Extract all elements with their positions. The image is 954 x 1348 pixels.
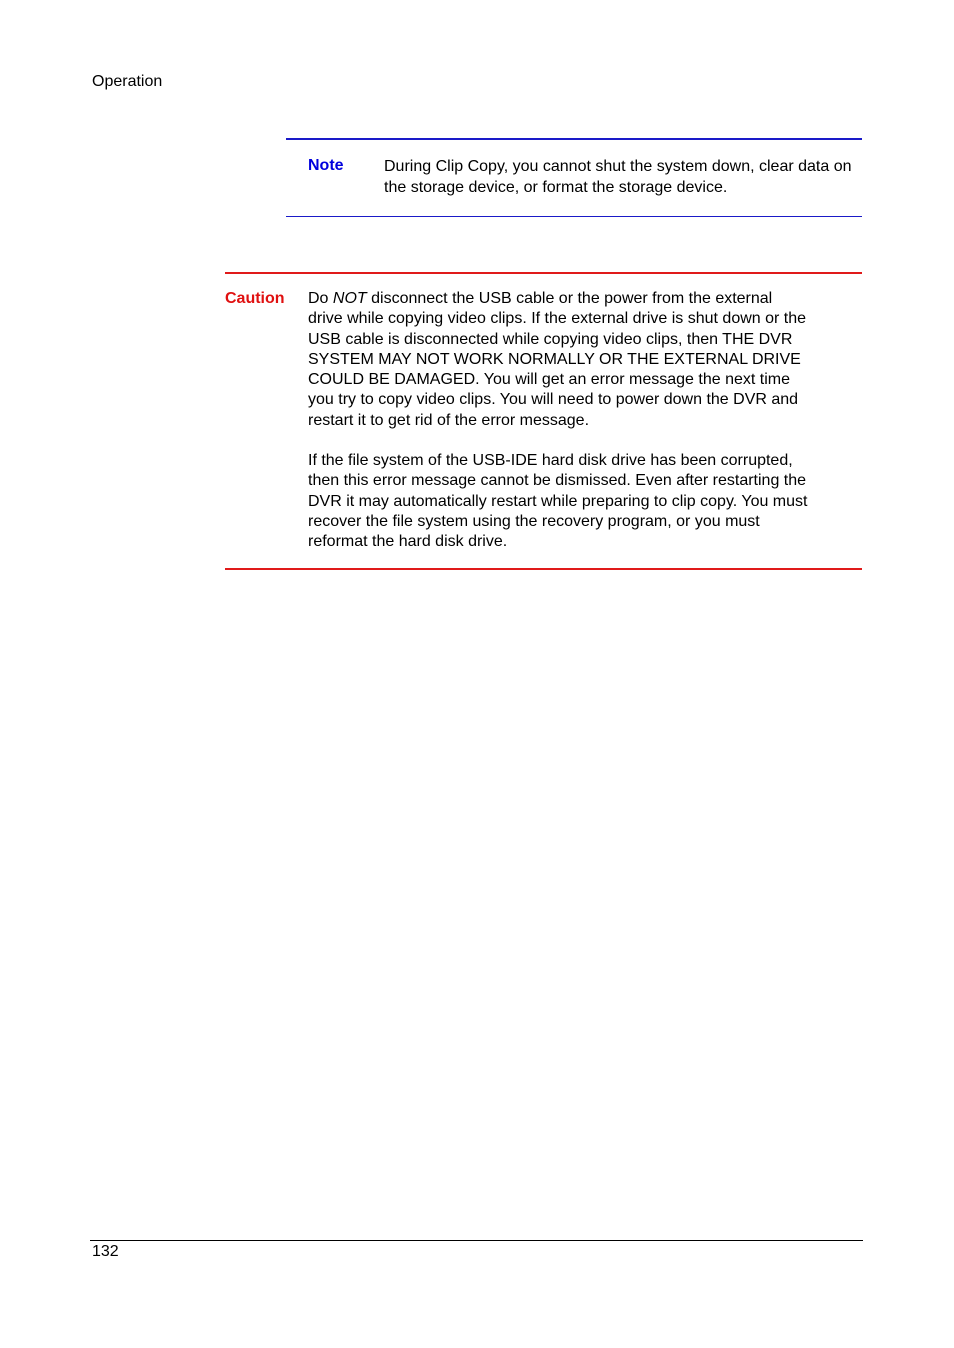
footer-divider (90, 1240, 863, 1241)
caution-p1-emphasis: NOT (332, 290, 367, 307)
caution-body (308, 289, 808, 553)
caution-callout (225, 272, 862, 570)
page-number: 132 (92, 1243, 119, 1260)
caution-paragraph-2: If the file system of the USB-IDE hard disk drive has been corrupted, then this error message cannot be dismissed. Even after restarting the DVR it may automatically restart while preparing to clip copy. You must recover the file system using the recovery program, or you must reformat the hard disk drive. (308, 452, 808, 551)
note-callout (286, 138, 862, 217)
running-header: Operation (92, 73, 163, 90)
caution-p1-lead: Do (308, 290, 333, 307)
note-label: Note (308, 157, 344, 174)
caution-p1-rest: disconnect the USB cable or the power from the external drive while copying video clips. If the external drive is shut down or the USB cable is disconnected while copying video clips, then THE DVR SYSTEM MAY NOT WORK NORMALLY OR THE EXTERNAL DRIVE COULD BE DAMAGED. You will get an error message the next time you try to copy video clips. You will need to power down the DVR and restart it to get rid of the error message. (308, 290, 807, 429)
caution-paragraph-1 (308, 289, 808, 431)
caution-label: Caution (225, 290, 285, 307)
note-text: During Clip Copy, you cannot shut the system down, clear data on the storage device, or format the storage device. (384, 158, 852, 196)
